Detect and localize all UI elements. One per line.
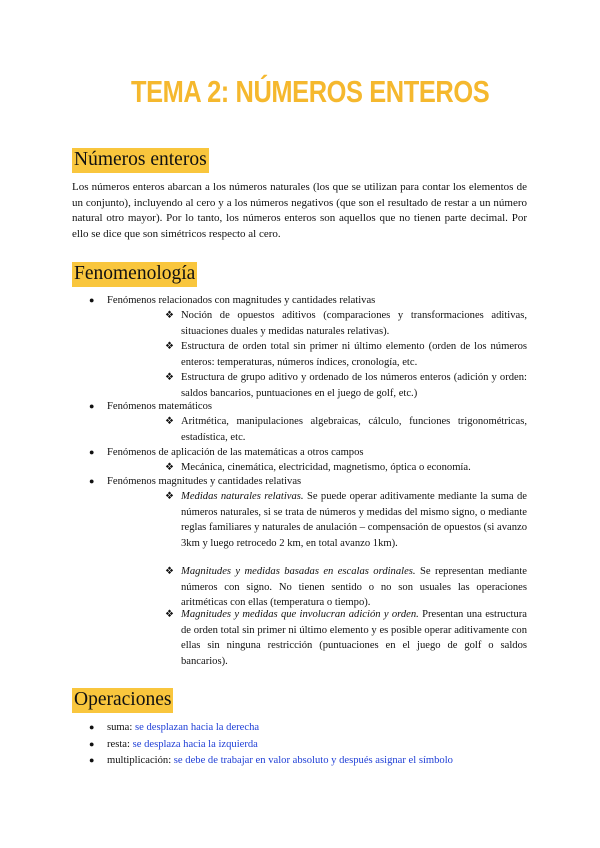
- bullet-icon: ●: [89, 295, 95, 305]
- section-heading-operaciones: Operaciones: [72, 688, 173, 713]
- page-title: TEMA 2: NÚMEROS ENTEROS: [131, 74, 490, 109]
- sub-list-item: ❖ Medidas naturales relativas. Se puede operar aditivamente mediante la suma de números naturales, si se trata de números y medidas del mismo signo, o mediante reglas familiares y naturales de anulación – compensación de opuestos (si avanzo 3km y luego retrocedo 2 km, en total avanzo 1km).: [165, 491, 527, 549]
- diamond-bullet-icon: ❖: [165, 462, 174, 473]
- bullet-icon: ●: [89, 401, 95, 411]
- document-page: TEMA 2: NÚMEROS ENTEROS Números enteros Los números enteros abarcan a los números naturales (los que se utilizan para contar los elementos de un conjunto), incluyendo al cero y a los números negativos (que son el resultado de restar a un número natural otro mayor). Por lo tanto, los números enteros son aquellos que no tienen parte decimal. Por ello se dice que son simétricos respecto al cero. Fenomenología ● Fenómenos relacionados con magnitudes y cantidades relativas ❖ Noción de opuestos aditivos (comparaciones y transformaciones aditivas, situaciones duales y medidas naturales relativas). ❖ Estructura de orden total sin primer ni último elemento (orden de los números enteros: temperaturas, números índices, cronología, etc. ❖ Estructura de grupo aditivo y ordenado de los números enteros (adición y orden: saldos bancarios, puntuaciones en el juego de golf, etc.) ● Fenómenos matemáticos ❖ Aritmética, manipulaciones algebraicas, cálculo, funciones trigonométricas, estadística, etc. ● Fenómenos de aplicación de las matemáticas a otros campos ❖ Mecánica, cinemática, electricidad, magnetismo, óptica o economía. ● Fenómenos magnitudes y cantidades relativas ❖ Medidas naturales relativas. Se puede operar aditivamente mediante la suma de números naturales, si se trata de números y medidas del mismo signo, o mediante reglas familiares y naturales de anulación – compensación de opuestos (si avanzo 3km y luego retrocedo 2 km, en total avanzo 1km). ❖ Magnitudes y medidas basadas en escalas ordinales. Se representan mediante números con signo. No tienen sentido o no son usuales las operaciones aritméticas con ellas (temperatura o tiempo). ❖ Magnitudes y medidas que involucran adición y orden. Presentan una estructura de orden total sin primer ni último elemento y es posible operar aditivamente con ellas sin ninguna restricción (puntuaciones en el juego de golf o saldos bancarios). Operaciones ● suma: se desplazan hacia la derecha ● resta: se desplaza hacia la izquierda ● multiplicación: se debe de trabajar en valor absoluto y después asignar el símbolo: [72, 74, 527, 766]
- diamond-bullet-icon: ❖: [165, 566, 174, 577]
- sub-list-item: ❖ Mecánica, cinemática, electricidad, magnetismo, óptica o economía.: [165, 460, 527, 476]
- sub-list-item: ❖ Estructura de grupo aditivo y ordenado de los números enteros (adición y orden: saldos bancarios, puntuaciones en el juego de golf, etc.): [165, 372, 527, 399]
- sub-list-item: ❖ Aritmética, manipulaciones algebraicas, cálculo, funciones trigonométricas, estadística, etc.: [165, 416, 527, 443]
- sub-list-item: ❖ Estructura de orden total sin primer ni último elemento (orden de los números enteros: temperaturas, números índices, cronología, etc.: [165, 341, 527, 368]
- bullet-icon: ●: [89, 739, 95, 749]
- sub-list-item: ❖ Magnitudes y medidas que involucran adición y orden. Presentan una estructura de orden total sin primer ni último elemento y es posible operar aditivamente con ellas sin ninguna restricción (puntuaciones en el juego de golf o saldos bancarios).: [165, 609, 527, 667]
- sub-list-item: ❖ Noción de opuestos aditivos (comparaciones y transformaciones aditivas, situaciones duales y medidas naturales relativas).: [165, 310, 527, 337]
- diamond-bullet-icon: ❖: [165, 372, 174, 383]
- section-heading-fenomenologia: Fenomenología: [72, 262, 197, 287]
- bullet-icon: ●: [89, 755, 95, 765]
- section-heading-numeros-enteros: Números enteros: [72, 148, 209, 173]
- diamond-bullet-icon: ❖: [165, 416, 174, 427]
- diamond-bullet-icon: ❖: [165, 310, 174, 321]
- bullet-icon: ●: [89, 476, 95, 486]
- bullet-icon: ●: [89, 447, 95, 457]
- intro-paragraph: Los números enteros abarcan a los números naturales (los que se utilizan para contar los elementos de un conjunto), incluyendo al cero y a los números negativos (que son el resultado de restar a un número natural otro mayor). Por lo tanto, los números enteros son aquellos que no tienen parte decimal. Por ello se dice que son simétricos respecto al cero.: [72, 181, 527, 240]
- diamond-bullet-icon: ❖: [165, 609, 174, 620]
- bullet-icon: ●: [89, 722, 95, 732]
- diamond-bullet-icon: ❖: [165, 491, 174, 502]
- diamond-bullet-icon: ❖: [165, 341, 174, 352]
- sub-list-item: ❖ Magnitudes y medidas basadas en escalas ordinales. Se representan mediante números con signo. No tienen sentido o no son usuales las operaciones aritméticas con ellas (temperatura o tiempo).: [165, 566, 527, 608]
